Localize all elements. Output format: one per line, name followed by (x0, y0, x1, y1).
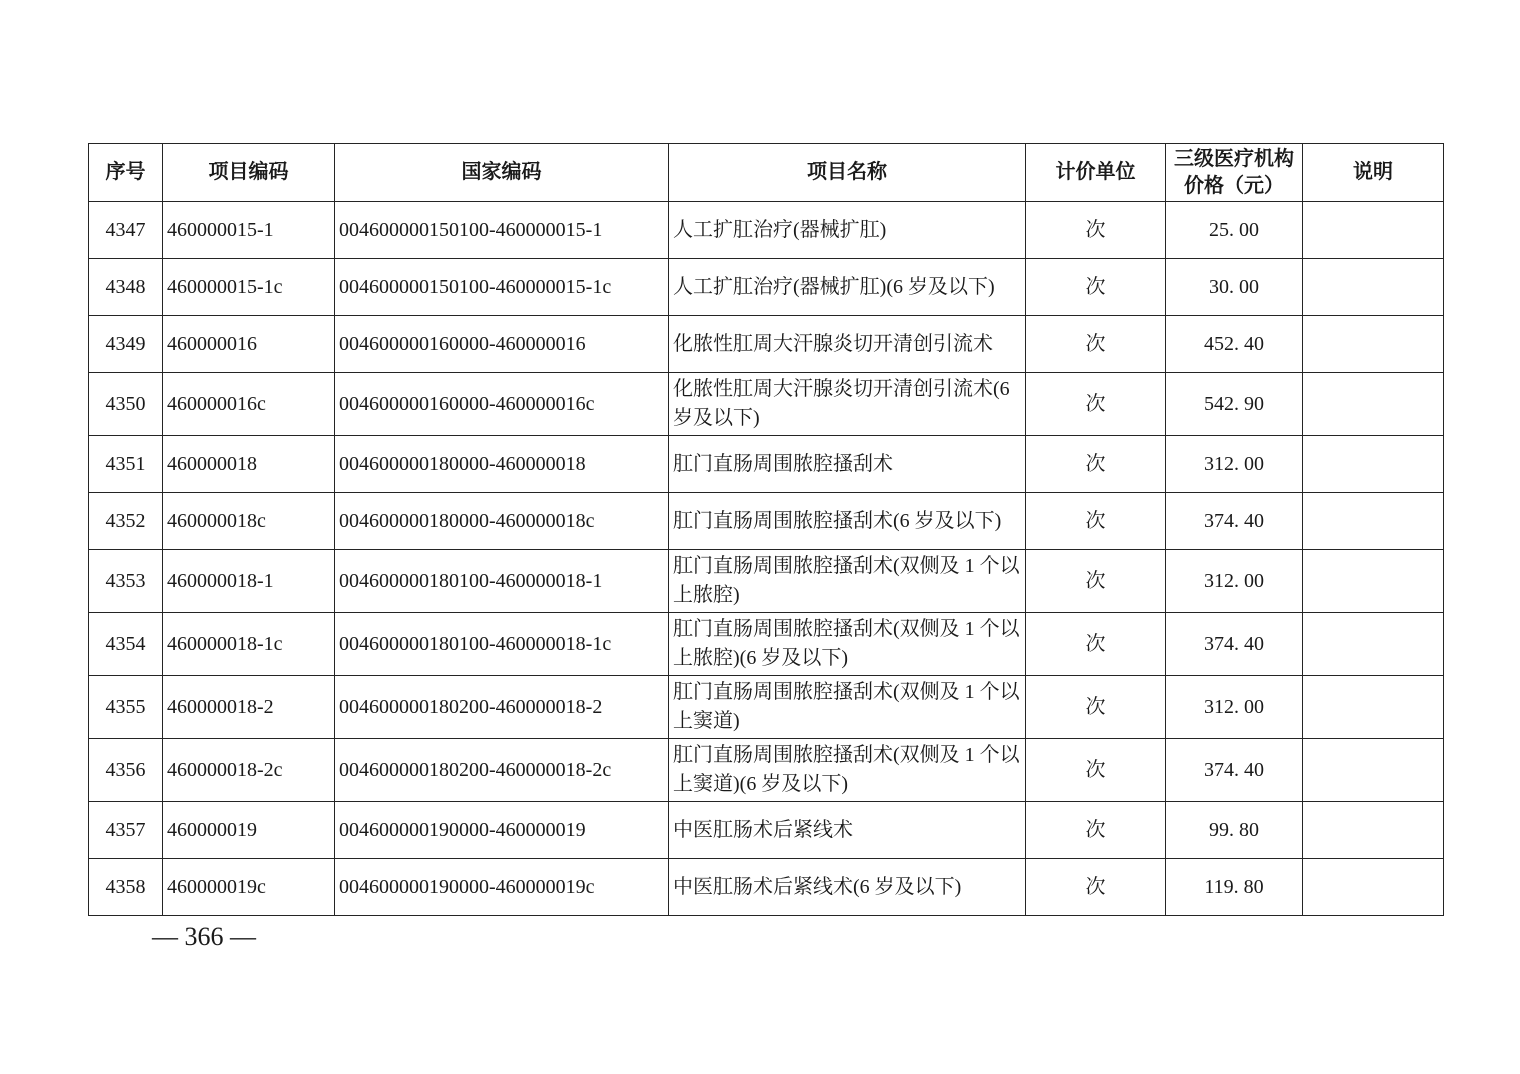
cell-item-code: 460000016c (163, 373, 335, 436)
header-seq: 序号 (89, 144, 163, 202)
cell-price: 452. 40 (1166, 316, 1303, 373)
table-row (89, 493, 1444, 550)
cell-unit: 次 (1026, 436, 1166, 493)
cell-national-code: 004600000180200-460000018-2 (335, 676, 669, 739)
cell-seq: 4354 (89, 613, 163, 676)
cell-national-code: 004600000190000-460000019c (335, 859, 669, 916)
cell-seq: 4353 (89, 550, 163, 613)
cell-item-code: 460000019 (163, 802, 335, 859)
cell-price: 374. 40 (1166, 493, 1303, 550)
cell-name: 肛门直肠周围脓腔搔刮术(双侧及 1 个以上脓腔) (669, 550, 1026, 613)
cell-seq: 4348 (89, 259, 163, 316)
cell-seq: 4347 (89, 202, 163, 259)
cell-price: 374. 40 (1166, 613, 1303, 676)
cell-note (1303, 739, 1444, 802)
cell-name: 人工扩肛治疗(器械扩肛)(6 岁及以下) (669, 259, 1026, 316)
cell-unit: 次 (1026, 493, 1166, 550)
cell-name: 肛门直肠周围脓腔搔刮术 (669, 436, 1026, 493)
cell-item-code: 460000015-1 (163, 202, 335, 259)
cell-seq: 4350 (89, 373, 163, 436)
cell-seq: 4352 (89, 493, 163, 550)
cell-note (1303, 202, 1444, 259)
cell-unit: 次 (1026, 859, 1166, 916)
table-row (89, 676, 1444, 739)
table-row (89, 802, 1444, 859)
cell-note (1303, 316, 1444, 373)
cell-national-code: 004600000180000-460000018c (335, 493, 669, 550)
cell-note (1303, 550, 1444, 613)
cell-note (1303, 613, 1444, 676)
cell-national-code: 004600000160000-460000016 (335, 316, 669, 373)
cell-national-code: 004600000180100-460000018-1c (335, 613, 669, 676)
cell-price: 312. 00 (1166, 436, 1303, 493)
table-row (89, 739, 1444, 802)
cell-price: 99. 80 (1166, 802, 1303, 859)
cell-note (1303, 259, 1444, 316)
cell-item-code: 460000016 (163, 316, 335, 373)
cell-item-code: 460000018-1c (163, 613, 335, 676)
cell-name: 化脓性肛周大汗腺炎切开清创引流术 (669, 316, 1026, 373)
header-price: 三级医疗机构价格（元） (1166, 144, 1303, 202)
price-table (88, 143, 1444, 916)
cell-national-code: 004600000180100-460000018-1 (335, 550, 669, 613)
cell-price: 25. 00 (1166, 202, 1303, 259)
cell-price: 312. 00 (1166, 550, 1303, 613)
cell-name: 中医肛肠术后紧线术(6 岁及以下) (669, 859, 1026, 916)
cell-note (1303, 493, 1444, 550)
cell-unit: 次 (1026, 373, 1166, 436)
cell-name: 人工扩肛治疗(器械扩肛) (669, 202, 1026, 259)
cell-item-code: 460000018 (163, 436, 335, 493)
cell-name: 肛门直肠周围脓腔搔刮术(双侧及 1 个以上窦道)(6 岁及以下) (669, 739, 1026, 802)
cell-seq: 4355 (89, 676, 163, 739)
table-body (89, 202, 1444, 916)
cell-national-code: 004600000190000-460000019 (335, 802, 669, 859)
cell-national-code: 004600000150100-460000015-1c (335, 259, 669, 316)
cell-note (1303, 802, 1444, 859)
cell-item-code: 460000018-1 (163, 550, 335, 613)
cell-name: 肛门直肠周围脓腔搔刮术(双侧及 1 个以上窦道) (669, 676, 1026, 739)
cell-unit: 次 (1026, 316, 1166, 373)
header-name: 项目名称 (669, 144, 1026, 202)
cell-name: 中医肛肠术后紧线术 (669, 802, 1026, 859)
cell-unit: 次 (1026, 202, 1166, 259)
table-row (89, 436, 1444, 493)
cell-seq: 4358 (89, 859, 163, 916)
cell-seq: 4349 (89, 316, 163, 373)
table-row (89, 259, 1444, 316)
cell-price: 30. 00 (1166, 259, 1303, 316)
header-note: 说明 (1303, 144, 1444, 202)
cell-note (1303, 373, 1444, 436)
cell-item-code: 460000019c (163, 859, 335, 916)
cell-national-code: 004600000150100-460000015-1 (335, 202, 669, 259)
cell-national-code: 004600000180000-460000018 (335, 436, 669, 493)
cell-note (1303, 676, 1444, 739)
cell-name: 化脓性肛周大汗腺炎切开清创引流术(6 岁及以下) (669, 373, 1026, 436)
page-number: — 366 — (152, 922, 256, 951)
table-row (89, 550, 1444, 613)
cell-price: 374. 40 (1166, 739, 1303, 802)
table-row (89, 373, 1444, 436)
table-row (89, 613, 1444, 676)
header-national-code: 国家编码 (335, 144, 669, 202)
cell-unit: 次 (1026, 550, 1166, 613)
cell-national-code: 004600000160000-460000016c (335, 373, 669, 436)
cell-price: 119. 80 (1166, 859, 1303, 916)
cell-unit: 次 (1026, 739, 1166, 802)
cell-unit: 次 (1026, 676, 1166, 739)
price-table-container (88, 143, 1444, 916)
cell-unit: 次 (1026, 802, 1166, 859)
cell-seq: 4356 (89, 739, 163, 802)
cell-national-code: 004600000180200-460000018-2c (335, 739, 669, 802)
table-header-row (89, 144, 1444, 202)
cell-name: 肛门直肠周围脓腔搔刮术(6 岁及以下) (669, 493, 1026, 550)
cell-note (1303, 436, 1444, 493)
cell-item-code: 460000018c (163, 493, 335, 550)
cell-item-code: 460000018-2 (163, 676, 335, 739)
cell-item-code: 460000018-2c (163, 739, 335, 802)
cell-seq: 4357 (89, 802, 163, 859)
table-row (89, 859, 1444, 916)
header-item-code: 项目编码 (163, 144, 335, 202)
table-row (89, 202, 1444, 259)
cell-unit: 次 (1026, 259, 1166, 316)
header-unit: 计价单位 (1026, 144, 1166, 202)
cell-seq: 4351 (89, 436, 163, 493)
cell-unit: 次 (1026, 613, 1166, 676)
cell-price: 312. 00 (1166, 676, 1303, 739)
cell-name: 肛门直肠周围脓腔搔刮术(双侧及 1 个以上脓腔)(6 岁及以下) (669, 613, 1026, 676)
table-row (89, 316, 1444, 373)
cell-price: 542. 90 (1166, 373, 1303, 436)
cell-item-code: 460000015-1c (163, 259, 335, 316)
cell-note (1303, 859, 1444, 916)
